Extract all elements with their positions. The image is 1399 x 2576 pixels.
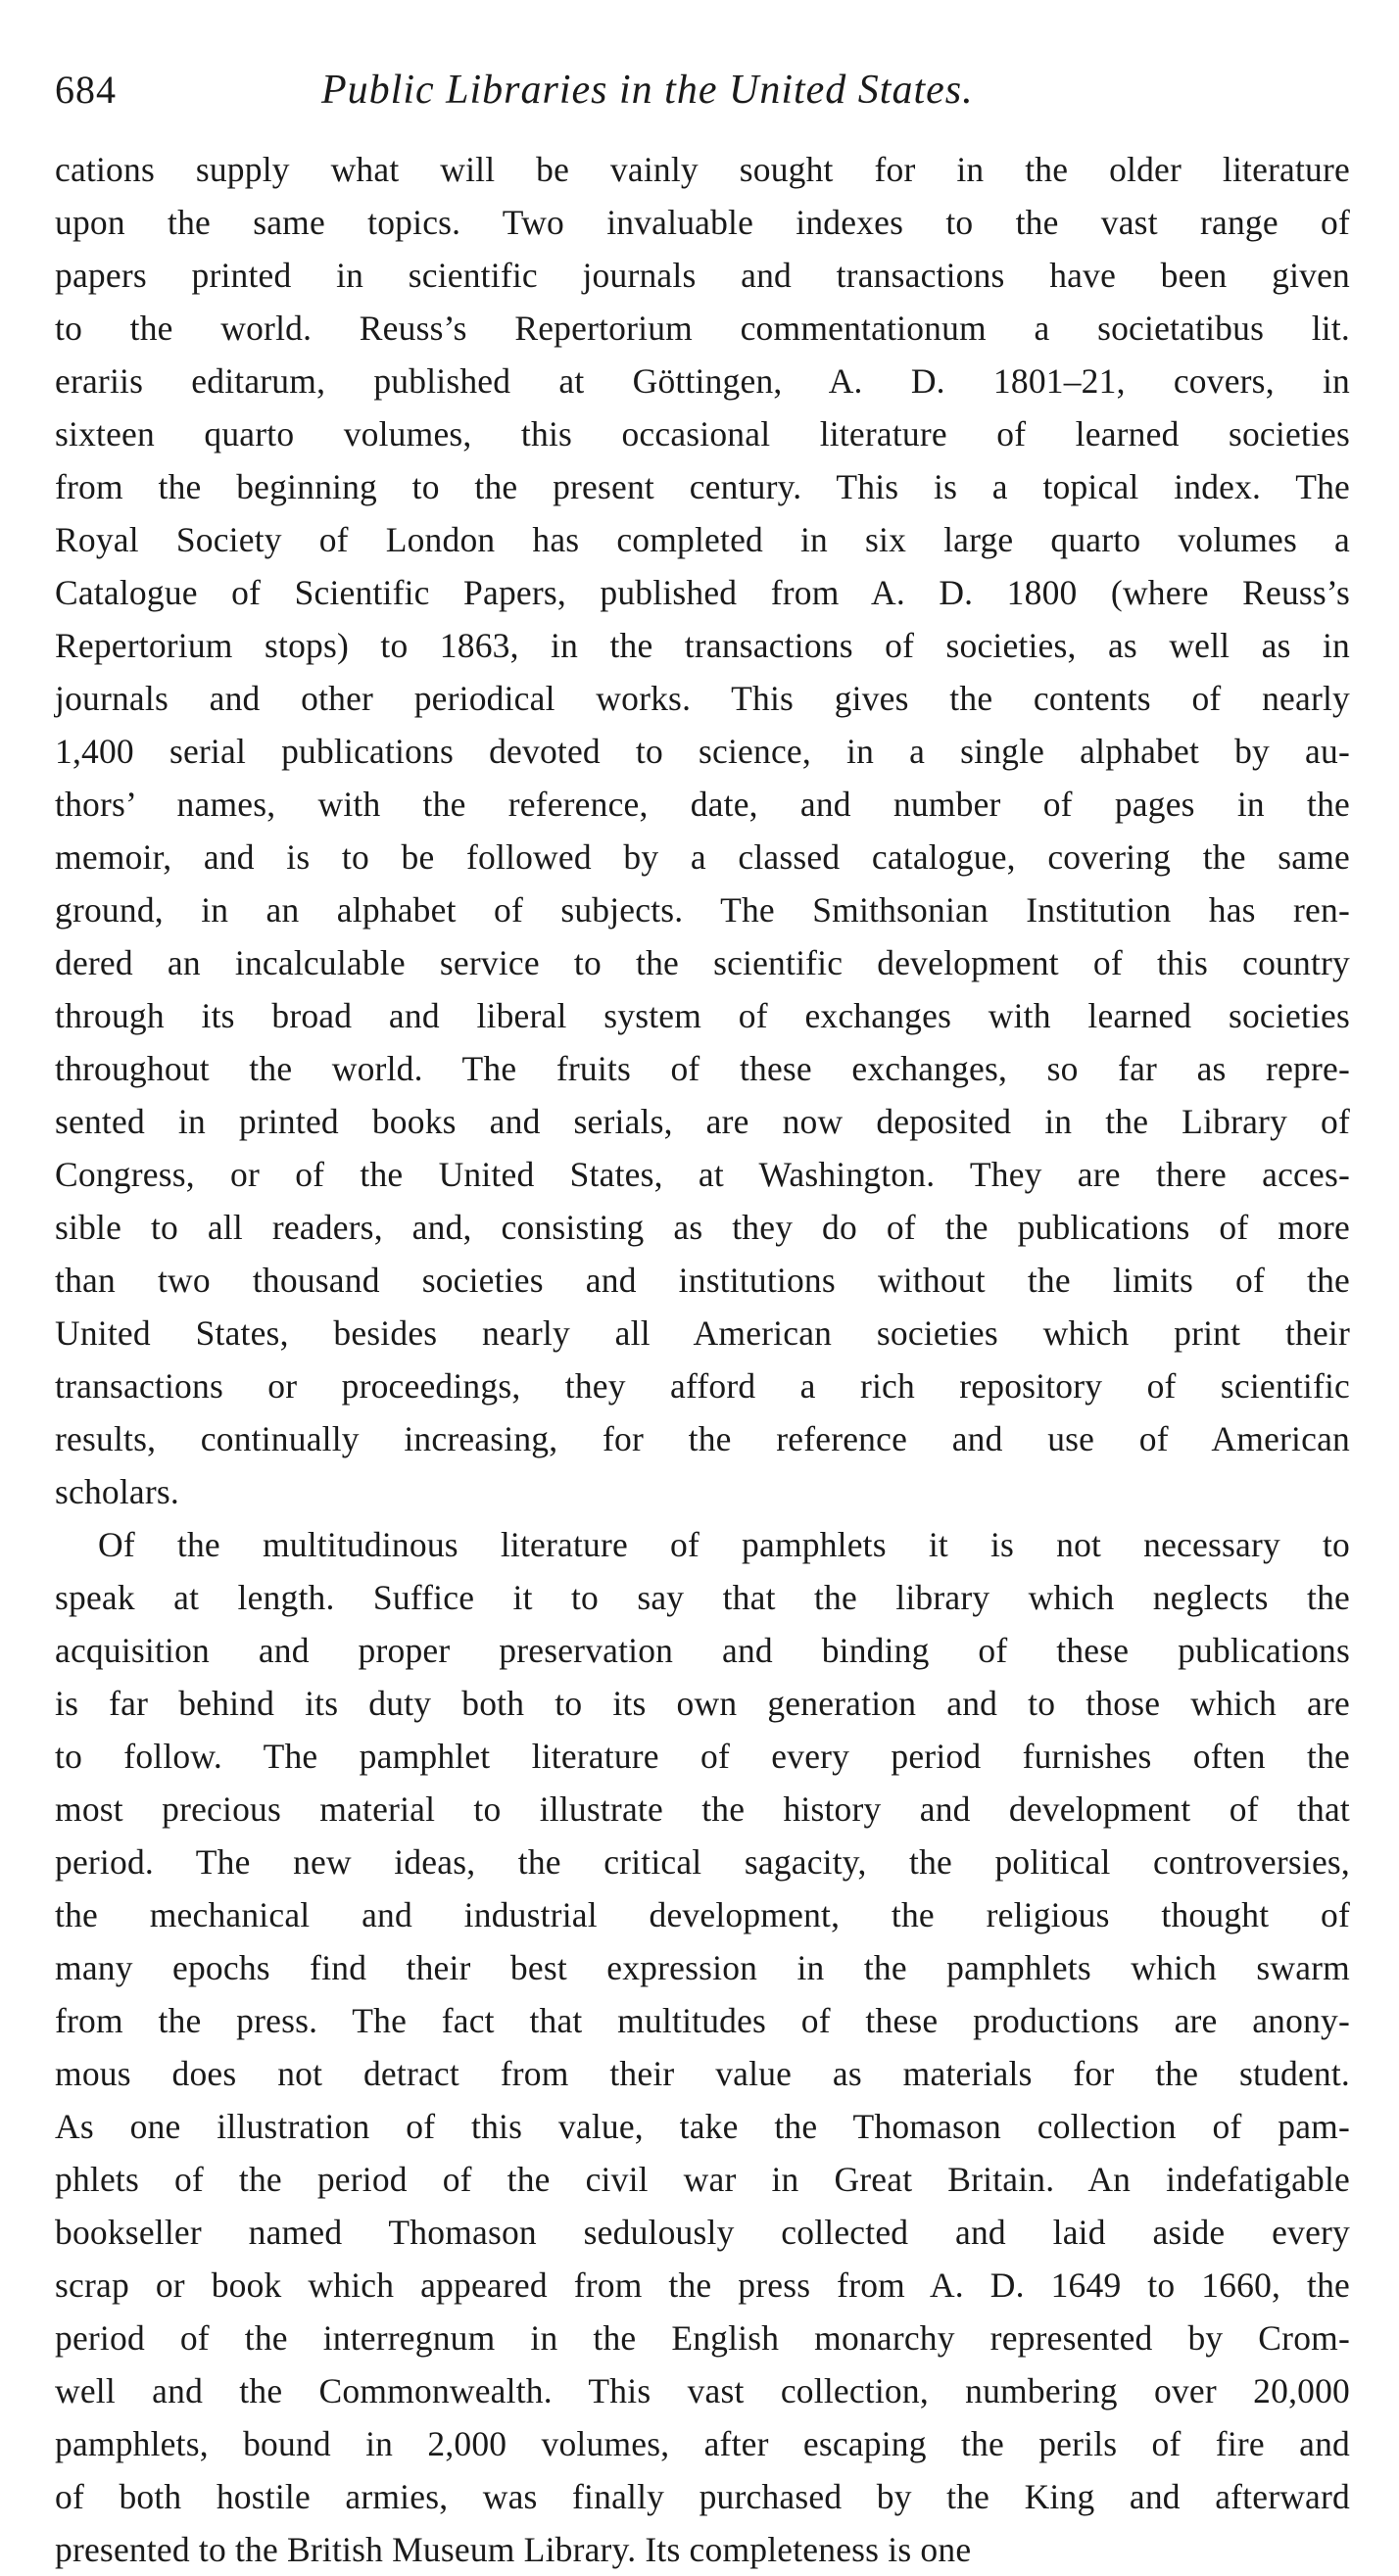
text-line: presented to the British Museum Library. Its completeness is one [55, 2530, 972, 2569]
text-line: Repertorium stops) to 1863, in the transactions of societies, as well as in [55, 626, 1350, 665]
text-line: Congress, or of the United States, at Washington. They are there acces- [55, 1155, 1350, 1194]
text-line: Catalogue of Scientific Papers, published from A. D. 1800 (where Reuss’s [55, 573, 1350, 612]
text-line: from the beginning to the present century. This is a topical index. The [55, 467, 1350, 506]
text-line: United States, besides nearly all American societies which print their [55, 1313, 1350, 1353]
text-line: pamphlets, bound in 2,000 volumes, after escaping the perils of fire and [55, 2424, 1350, 2463]
paragraph [55, 1518, 1350, 2576]
text-line: papers printed in scientific journals and transactions have been given [55, 256, 1350, 295]
text-line: the mechanical and industrial development, the religious thought of [55, 1895, 1350, 1934]
text-line: sixteen quarto volumes, this occasional literature of learned societies [55, 414, 1350, 453]
paragraph [55, 143, 1350, 1518]
text-line: to follow. The pamphlet literature of every period furnishes often the [55, 1737, 1350, 1776]
text-line: most precious material to illustrate the history and development of that [55, 1789, 1350, 1829]
text-line: phlets of the period of the civil war in Great Britain. An indefatigable [55, 2160, 1350, 2199]
text-line: thors’ names, with the reference, date, and number of pages in the [55, 785, 1350, 824]
text-line: through its broad and liberal system of exchanges with learned societies [55, 996, 1350, 1035]
text-line: journals and other periodical works. This gives the contents of nearly [55, 679, 1350, 718]
text-line: erariis editarum, published at Göttingen, A. D. 1801–21, covers, in [55, 361, 1350, 401]
text-line: ground, in an alphabet of subjects. The Smithsonian Institution has ren- [55, 890, 1350, 930]
text-line: from the press. The fact that multitudes of these productions are anony- [55, 2001, 1350, 2040]
text-line: period of the interregnum in the English monarchy represented by Crom- [55, 2318, 1350, 2358]
text-line: period. The new ideas, the critical sagacity, the political controversies, [55, 1842, 1350, 1882]
text-line: dered an incalculable service to the scientific development of this country [55, 943, 1350, 982]
text-line: mous does not detract from their value as materials for the student. [55, 2054, 1350, 2093]
page-number: 684 [55, 68, 117, 112]
text-line: speak at length. Suffice it to say that the library which neglects the [55, 1578, 1350, 1617]
text-line: is far behind its duty both to its own generation and to those which are [55, 1684, 1350, 1723]
text-line: to the world. Reuss’s Repertorium commentationum a societatibus lit. [55, 309, 1350, 348]
text-line: memoir, and is to be followed by a classed catalogue, covering the same [55, 837, 1350, 877]
text-line: transactions or proceedings, they afford a rich repository of scientific [55, 1366, 1350, 1406]
text-line: many epochs find their best expression in the pamphlets which swarm [55, 1948, 1350, 1987]
text-line: upon the same topics. Two invaluable indexes to the vast range of [55, 203, 1350, 242]
running-title: Public Libraries in the United States. [321, 68, 974, 113]
text-line: well and the Commonwealth. This vast collection, numbering over 20,000 [55, 2371, 1350, 2410]
text-line: As one illustration of this value, take the Thomason collection of pam- [55, 2107, 1350, 2146]
text-line: results, continually increasing, for the reference and use of American [55, 1419, 1350, 1458]
text-line: acquisition and proper preservation and binding of these publications [55, 1631, 1350, 1670]
text-line: scrap or book which appeared from the press from A. D. 1649 to 1660, the [55, 2266, 1350, 2305]
text-line: of both hostile armies, was finally purchased by the King and afterward [55, 2477, 1350, 2516]
text-line: scholars. [55, 1472, 180, 1511]
text-line: than two thousand societies and institutions without the limits of the [55, 1261, 1350, 1300]
text-line: 1,400 serial publications devoted to science, in a single alphabet by au- [55, 732, 1350, 771]
page-header [55, 61, 1348, 119]
text-line: sented in printed books and serials, are now deposited in the Library of [55, 1102, 1350, 1141]
text-line: sible to all readers, and, consisting as they do of the publications of more [55, 1208, 1350, 1247]
text-line: Of the multitudinous literature of pamphlets it is not necessary to [98, 1525, 1350, 1564]
text-line: cations supply what will be vainly sought for in the older literature [55, 150, 1350, 189]
body-text [55, 143, 1350, 2576]
text-line: bookseller named Thomason sedulously collected and laid aside every [55, 2213, 1350, 2252]
text-line: throughout the world. The fruits of these exchanges, so far as repre- [55, 1049, 1350, 1088]
text-line: Royal Society of London has completed in six large quarto volumes a [55, 520, 1350, 559]
